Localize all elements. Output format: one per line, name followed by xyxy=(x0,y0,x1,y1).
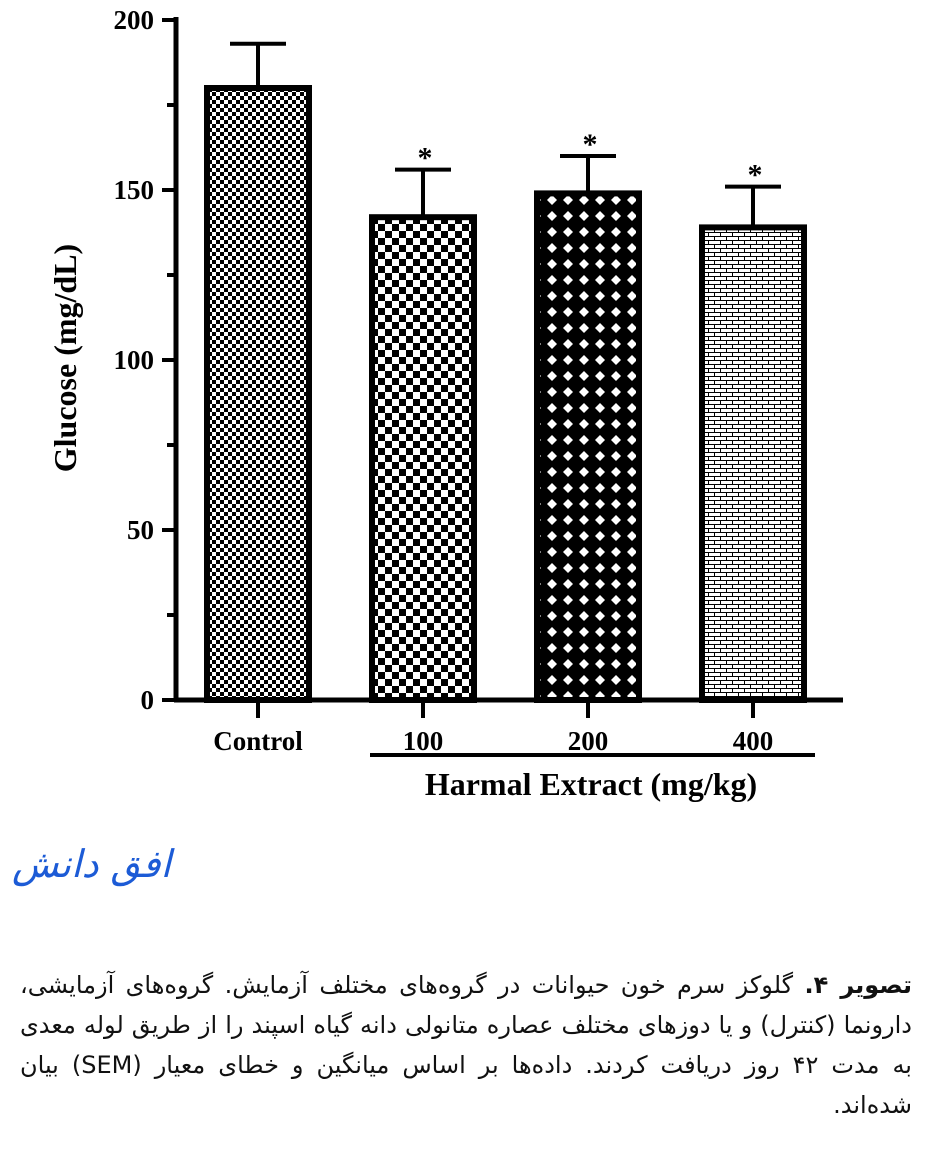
x-tick-label: 400 xyxy=(732,726,774,756)
y-tick-label: 200 xyxy=(113,5,154,35)
publisher-logo: افق دانش xyxy=(12,842,171,886)
caption-text: گلوکز سرم خون حیوانات در گروه‌های مختلف آزمایش. گروه‌های آزمایشی، دارونما (کنترل) و یا دوزهای مختلف عصاره متانولی دانه گیاه اسپند را از طریق لوله معدی به مدت ۴۲ روز دریافت کردند. داده‌ها بر اساس میانگین و خطای معیار (SEM) بیان شده‌اند. xyxy=(20,971,912,1119)
x-tick-label: 200 xyxy=(567,726,609,756)
significance-marker: * xyxy=(582,128,598,161)
y-tick-label: 50 xyxy=(127,515,154,545)
figure-caption xyxy=(20,965,912,1125)
y-axis-title: Glucose (mg/dL) xyxy=(47,243,83,473)
bar-control xyxy=(207,88,309,700)
x-tick-label: 100 xyxy=(402,726,444,756)
x-axis-title: Harmal Extract (mg/kg) xyxy=(424,766,758,802)
significance-marker: * xyxy=(747,158,763,192)
y-tick-label: 0 xyxy=(140,685,154,715)
bar-400 xyxy=(702,227,804,700)
bar-100 xyxy=(372,217,474,700)
bar-200 xyxy=(537,193,639,700)
caption-label: تصویر ۴. xyxy=(804,971,912,999)
y-tick-label: 100 xyxy=(113,345,154,375)
y-tick-label: 150 xyxy=(113,175,154,205)
x-tick-labels xyxy=(213,700,773,756)
bars xyxy=(207,44,804,700)
x-tick-label: Control xyxy=(213,726,303,756)
significance-marker: * xyxy=(417,141,433,175)
y-ticks xyxy=(114,5,177,715)
